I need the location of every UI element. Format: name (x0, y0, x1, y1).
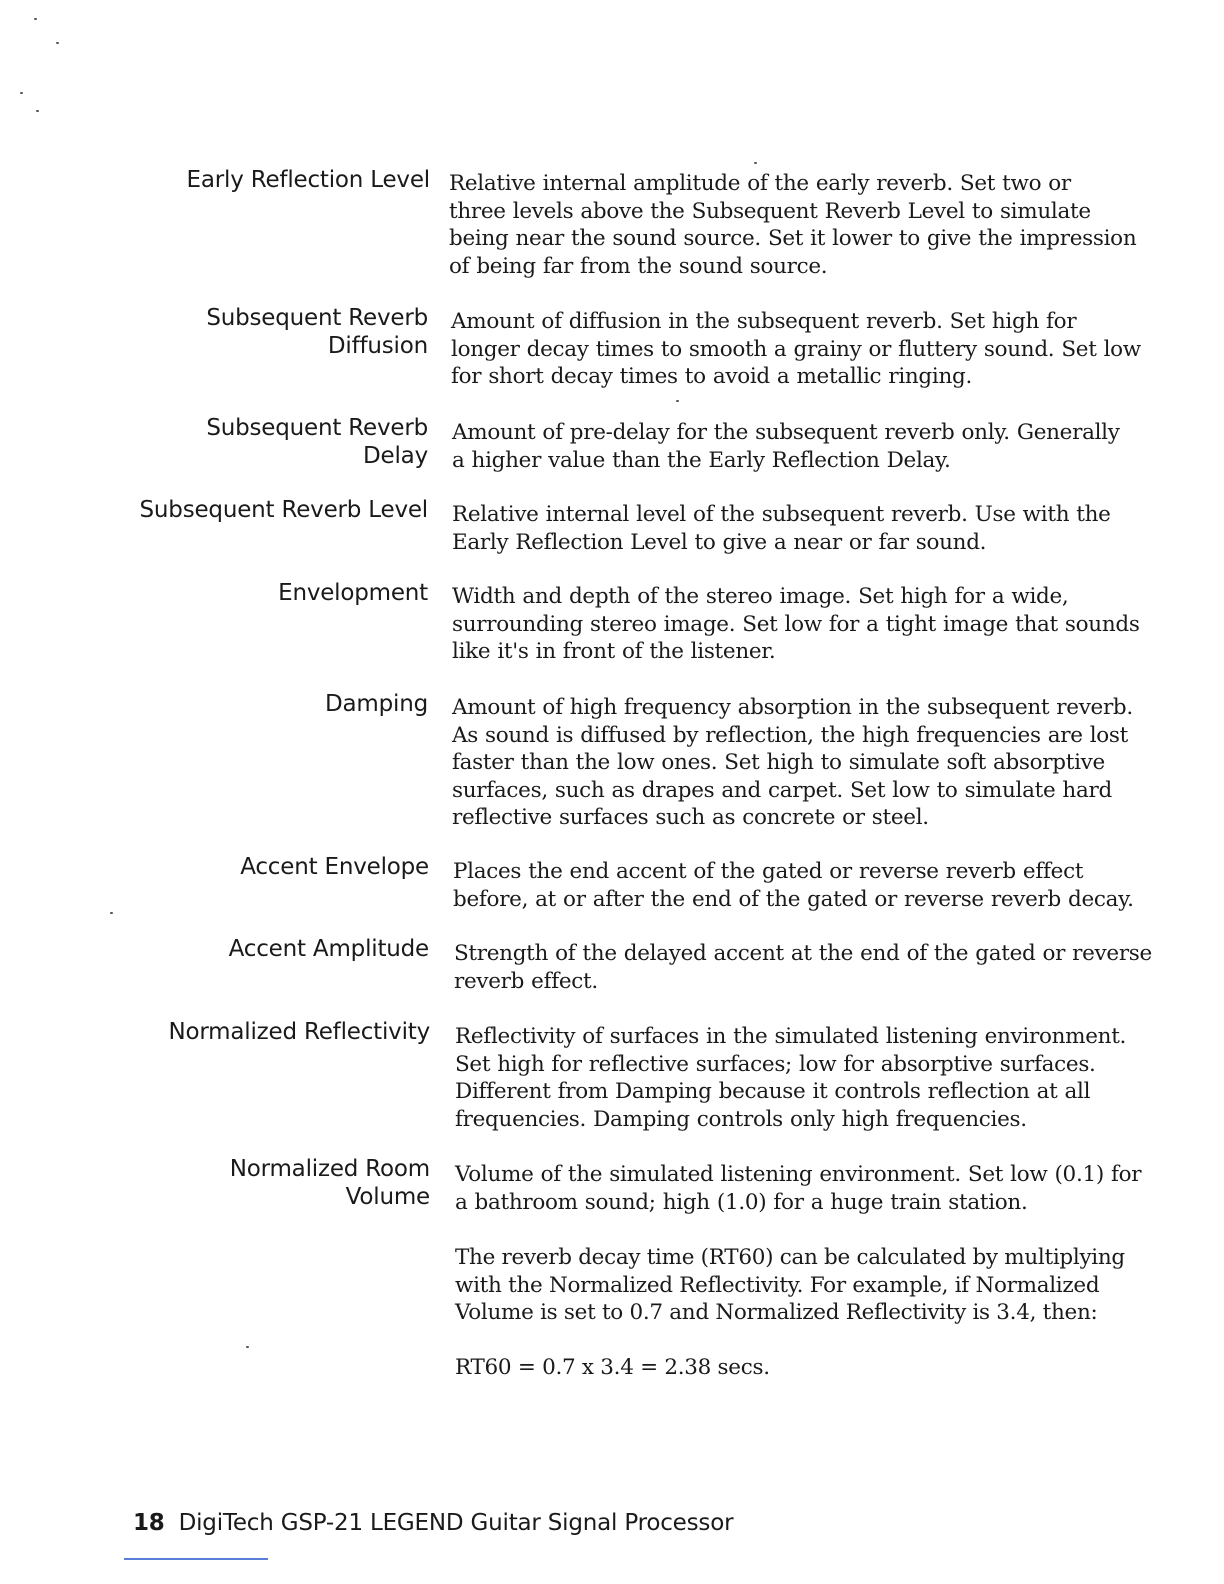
term-description (452, 419, 1152, 474)
description-line: a higher value than the Early Reflection Delay. (452, 447, 951, 473)
term-line: Normalized Room (229, 1156, 430, 1182)
description-line: a bathroom sound; high (1.0) for a huge train station. (455, 1189, 1028, 1215)
description-line: Amount of high frequency absorption in the subsequent reverb. (452, 695, 1133, 720)
description-line: Strength of the delayed accent at the end of the gated or reverse (454, 941, 1152, 966)
description-line: Width and depth of the stereo image. Set high for a wide, (452, 584, 1069, 609)
term-label (68, 496, 428, 524)
term-line: Envelopment (278, 580, 428, 606)
term-label (99, 853, 429, 881)
scan-speck (36, 110, 39, 112)
description-line: for short decay times to avoid a metallic ringing. (451, 364, 973, 389)
page-number: 18 (133, 1510, 165, 1536)
term-line: Subsequent Reverb Level (139, 497, 428, 523)
description-line: Early Reflection Level to give a near or far sound. (452, 529, 987, 555)
term-line: Subsequent Reverb (206, 415, 428, 441)
description-line: Different from Damping because it controls reflection at all (455, 1079, 1091, 1104)
description-line: Relative internal level of the subsequent reverb. Use with the (452, 502, 1111, 527)
note-line: The reverb decay time (RT60) can be calculated by multiplying (455, 1245, 1125, 1270)
term-description (452, 694, 1152, 832)
description-line: As sound is diffused by reflection, the high frequencies are lost (452, 722, 1128, 748)
term-label (99, 935, 429, 963)
description-line: longer decay times to smooth a grainy or fluttery sound. Set low (451, 336, 1141, 362)
description-line: surrounding stereo image. Set low for a tight image that sounds (452, 611, 1140, 637)
term-line: Damping (325, 691, 428, 717)
description-line: being near the sound source. Set it lower to give the impression (449, 226, 1137, 251)
term-label (100, 166, 430, 194)
term-line: Accent Amplitude (228, 936, 429, 962)
description-line: frequencies. Damping controls only high frequencies. (455, 1106, 1027, 1132)
description-line: Volume of the simulated listening environment. Set low (0.1) for (455, 1162, 1142, 1187)
scan-speck (754, 162, 757, 164)
description-line: Relative internal amplitude of the early reverb. Set two or (449, 171, 1071, 196)
term-description (451, 308, 1151, 391)
term-description (452, 583, 1152, 666)
rt60-note (455, 1244, 1155, 1327)
term-line: Volume (345, 1184, 430, 1210)
formula-line: RT60 = 0.7 x 3.4 = 2.38 secs. (455, 1355, 770, 1380)
description-line: Set high for reflective surfaces; low for absorptive surfaces. (455, 1051, 1096, 1077)
term-line: Early Reflection Level (186, 167, 430, 193)
term-label (98, 579, 428, 607)
description-line: reverb effect. (454, 968, 598, 994)
description-line: before, at or after the end of the gated or reverse reverb decay. (453, 886, 1134, 912)
description-line: of being far from the sound source. (449, 253, 828, 279)
scan-speck (676, 400, 679, 402)
term-label (70, 1018, 430, 1046)
rt60-formula (455, 1354, 1155, 1382)
term-description (449, 170, 1149, 280)
note-line: with the Normalized Reflectivity. For example, if Normalized (455, 1272, 1100, 1298)
description-line: Reflectivity of surfaces in the simulated listening environment. (455, 1024, 1127, 1049)
description-line: reflective surfaces such as concrete or steel. (452, 805, 929, 830)
term-description (453, 858, 1153, 913)
description-line: like it's in front of the listener. (452, 639, 776, 664)
note-line: Volume is set to 0.7 and Normalized Reflectivity is 3.4, then: (455, 1300, 1098, 1325)
term-description (454, 940, 1154, 995)
footer-underline (124, 1558, 268, 1560)
description-line: three levels above the Subsequent Reverb Level to simulate (449, 198, 1091, 224)
description-line: Places the end accent of the gated or reverse reverb effect (453, 859, 1084, 884)
scan-speck (110, 912, 113, 914)
description-line: faster than the low ones. Set high to simulate soft absorptive (452, 750, 1105, 775)
term-description (452, 501, 1152, 556)
term-label (98, 304, 428, 360)
description-line: Amount of pre-delay for the subsequent reverb only. Generally (452, 420, 1120, 445)
term-description (455, 1023, 1155, 1133)
footer-title: DigiTech GSP-21 LEGEND Guitar Signal Processor (178, 1510, 734, 1536)
scan-speck (246, 1346, 249, 1348)
term-line: Subsequent Reverb (206, 305, 428, 331)
term-description (455, 1161, 1155, 1216)
term-line: Delay (363, 443, 428, 469)
scan-speck (20, 92, 23, 94)
term-line: Diffusion (327, 333, 428, 359)
scan-speck (34, 18, 37, 20)
description-line: surfaces, such as drapes and carpet. Set low to simulate hard (452, 777, 1112, 803)
page-footer (133, 1508, 733, 1538)
term-label (98, 690, 428, 718)
term-label (100, 1155, 430, 1211)
term-line: Accent Envelope (240, 854, 429, 880)
scan-speck (56, 42, 59, 44)
term-line: Normalized Reflectivity (168, 1019, 430, 1045)
description-line: Amount of diffusion in the subsequent reverb. Set high for (451, 309, 1077, 334)
term-label (98, 414, 428, 470)
